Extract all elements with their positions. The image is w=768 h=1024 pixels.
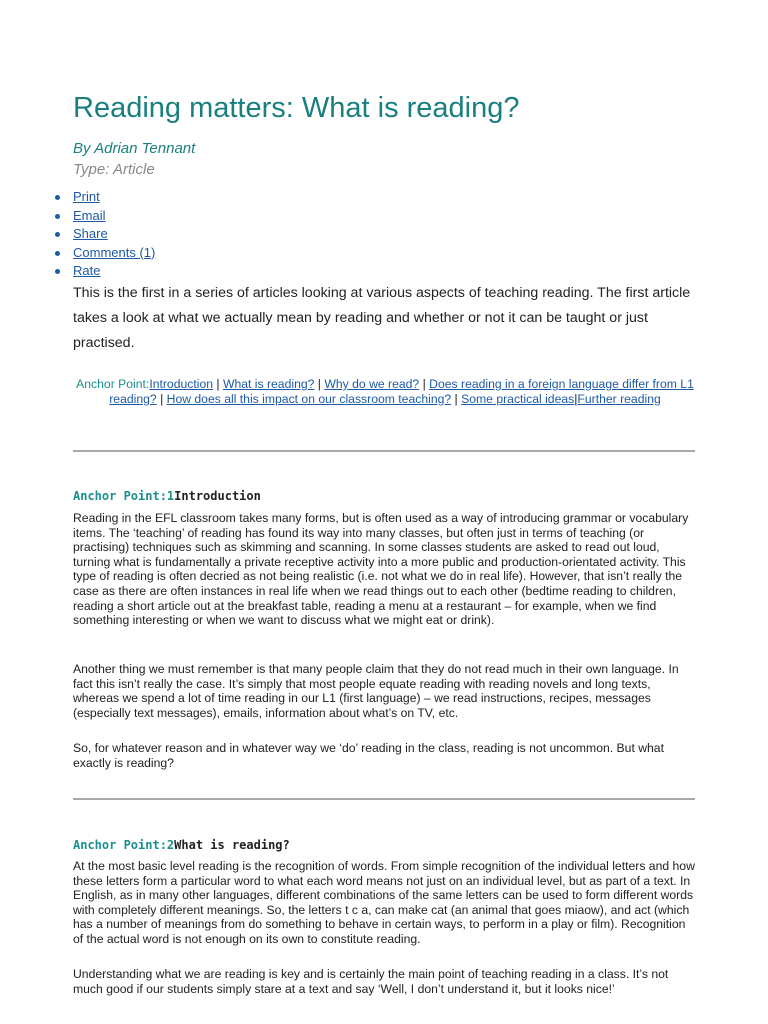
anchor-label: Anchor Point:2 bbox=[73, 838, 175, 852]
article-actions-list bbox=[55, 188, 155, 281]
bullet-icon bbox=[55, 251, 60, 256]
bullet-icon bbox=[55, 214, 60, 219]
toc-separator: | bbox=[451, 392, 462, 406]
toc-separator: | bbox=[213, 377, 223, 391]
article-byline: By Adrian Tennant bbox=[73, 140, 196, 157]
toc-link-why-do-we-read[interactable]: Why do we read? bbox=[324, 377, 420, 391]
paragraph: Another thing we must remember is that many people claim that they do not read much in their own language. In fact this isn’t really the case. It’s simply that most people equate reading with reading novels and long texts, whereas we spend a lot of time reading in our L1 (first language) – we read instructions, recipes, messages (especially text messages), emails, information about what’s on TV, etc. bbox=[73, 662, 679, 720]
toc-separator: | bbox=[419, 377, 430, 391]
anchor-label: Anchor Point:1 bbox=[73, 489, 175, 503]
rate-link[interactable]: Rate bbox=[73, 263, 101, 278]
paragraph: Understanding what we are reading is key and is certainly the main point of teaching reading in a class. It’s not much good if our students simply stare at a text and say ‘Well, I don’t understand it, but it looks nice!’ bbox=[73, 967, 669, 996]
heading-text: Introduction bbox=[174, 489, 261, 503]
article-title: Reading matters: What is reading? bbox=[73, 92, 520, 124]
toc-link-classroom-impact[interactable]: How does all this impact on our classroom teaching? bbox=[166, 392, 452, 406]
action-item-comments bbox=[55, 244, 155, 263]
toc-link-further-reading[interactable]: Further reading bbox=[577, 392, 661, 406]
paragraph: At the most basic level reading is the recognition of words. From simple recognition of the individual letters and how these letters form a particular word to what each word means not just on an individual level, but as part of a text. In English, as in many other languages, different combinations of the same letters can be used to form different words with completely different meanings. So, the letters t c a, can make cat (an animal that goes miaow), and act (which has a number of meanings from do something to behave in certain ways, to perform in a play or film). Recognition of the actual word is not enough on its own to constitute reading. bbox=[73, 859, 695, 946]
toc-separator: | bbox=[314, 377, 325, 391]
section-divider bbox=[73, 798, 695, 800]
paragraph: So, for whatever reason and in whatever way we ‘do’ reading in the class, reading is not uncommon. But what exactly is reading? bbox=[73, 741, 664, 770]
table-of-contents bbox=[75, 377, 695, 407]
action-item-rate bbox=[55, 262, 155, 281]
section-heading-introduction bbox=[73, 488, 261, 504]
action-item-share bbox=[55, 225, 155, 244]
bullet-icon bbox=[55, 195, 60, 200]
toc-separator: | bbox=[156, 392, 167, 406]
share-link[interactable]: Share bbox=[73, 226, 108, 241]
print-link[interactable]: Print bbox=[73, 189, 100, 204]
bullet-icon bbox=[55, 269, 60, 274]
toc-link-what-is-reading[interactable]: What is reading? bbox=[222, 377, 315, 391]
paragraph: Reading in the EFL classroom takes many forms, but is often used as a way of introducing grammar or vocabulary items. The ‘teaching’ of reading has found its way into many classes, but often just in terms of teaching (or practising) techniques such as skimming and scanning. In some classes students are asked to read out loud, turning what is fundamentally a private receptive activity into a more public and production-orientated activity. This type of reading is often decried as not being realistic (i.e. not what we do in real life). However, that isn’t really the case as there are often instances in real life when we read things out to each other (bedtime reading to children, reading a short article out at the breakfast table, reading a menu at a restaurant – for example, when we find something interesting or when we want to discuss what we might eat or drink). bbox=[73, 511, 689, 628]
toc-link-introduction[interactable]: Introduction bbox=[149, 377, 213, 391]
section-heading-what-is-reading bbox=[73, 837, 290, 853]
heading-text: What is reading? bbox=[174, 838, 290, 852]
article-type: Type: Article bbox=[73, 161, 155, 178]
comments-link[interactable]: Comments (1) bbox=[73, 244, 156, 260]
article-intro: This is the first in a series of articles looking at various aspects of teaching reading. The first article takes a look at what we actually mean by reading and whether or not it can be taught or just practised. bbox=[73, 285, 691, 351]
toc-link-foreign-language[interactable]: Does reading in a foreign language differ from L1 reading? bbox=[109, 377, 694, 406]
action-item-print bbox=[55, 188, 155, 207]
section-divider bbox=[73, 450, 695, 452]
toc-separator: | bbox=[574, 392, 578, 406]
bullet-icon bbox=[55, 232, 60, 237]
email-link[interactable]: Email bbox=[73, 207, 106, 223]
action-item-email bbox=[55, 207, 155, 226]
toc-anchor-label: Anchor Point: bbox=[76, 377, 150, 391]
toc-link-practical-ideas[interactable]: Some practical ideas bbox=[461, 392, 575, 406]
